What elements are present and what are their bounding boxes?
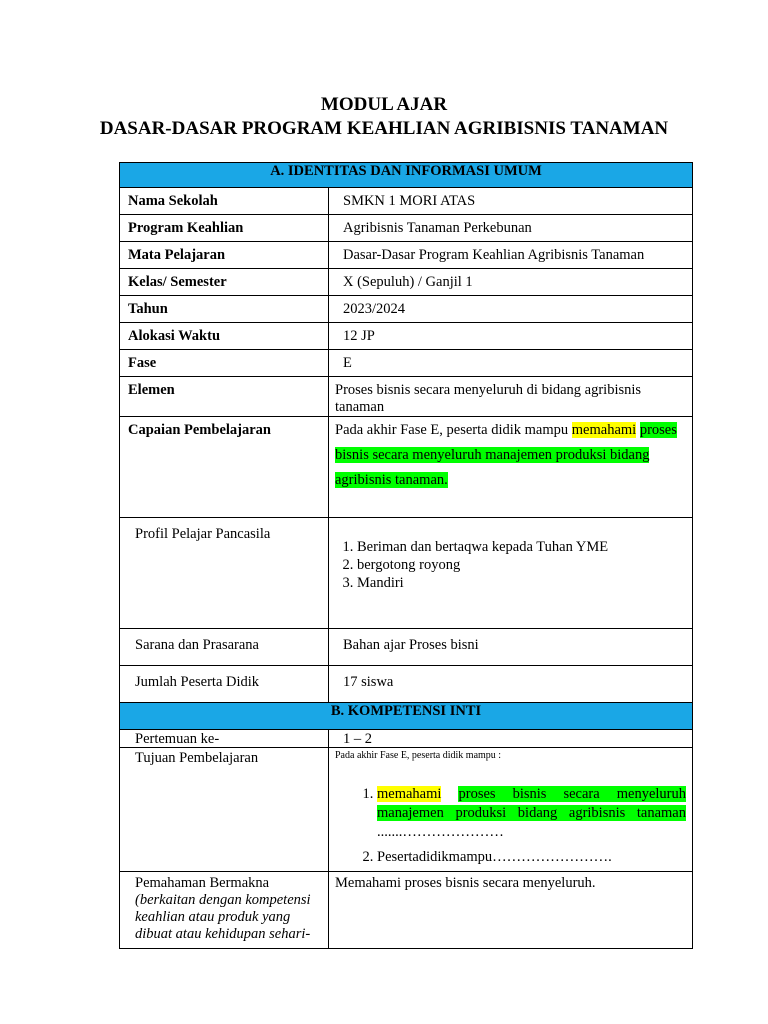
list-item: 2. bergotong royong bbox=[357, 556, 692, 574]
tujuan-cell bbox=[329, 748, 693, 872]
tujuan-highlight-yellow: memahami bbox=[377, 786, 442, 802]
row-value-sarana: Bahan ajar Proses bisni bbox=[329, 629, 693, 666]
tujuan-list bbox=[329, 785, 692, 867]
document-title: MODUL AJAR bbox=[320, 94, 448, 115]
list-item: 1. Beriman dan bertaqwa kepada Tuhan YME bbox=[357, 538, 692, 556]
capaian-highlight-yellow: memahami bbox=[571, 422, 637, 438]
table-row bbox=[120, 518, 693, 629]
table-row bbox=[120, 872, 693, 949]
row-label-pemahaman: Pemahaman Bermakna bbox=[135, 875, 270, 891]
section-a-header bbox=[120, 163, 693, 188]
row-value-jumlah: 17 siswa bbox=[329, 666, 693, 703]
capaian-highlight-green: proses bisnis secara menyeluruh manajemen produksi bidang agribisnis tanaman. bbox=[335, 422, 677, 488]
table-row bbox=[120, 730, 693, 748]
row-label-tujuan: Tujuan Pembelajaran bbox=[120, 748, 329, 872]
table-row bbox=[120, 377, 693, 417]
tujuan-intro: Pada akhir Fase E, peserta didik mampu : bbox=[335, 750, 502, 761]
table-row bbox=[120, 296, 693, 323]
row-value-program-keahlian: Agribisnis Tanaman Perkebunan bbox=[329, 215, 693, 242]
row-label-program-keahlian: Program Keahlian bbox=[120, 215, 329, 242]
row-value-tahun: 2023/2024 bbox=[329, 296, 693, 323]
table-row bbox=[120, 188, 693, 215]
row-label-tahun: Tahun bbox=[120, 296, 329, 323]
table-row bbox=[120, 215, 693, 242]
table-row bbox=[120, 417, 693, 518]
row-label-capaian: Capaian Pembelajaran bbox=[120, 417, 329, 518]
row-label-sarana: Sarana dan Prasarana bbox=[120, 629, 329, 666]
row-label-pertemuan: Pertemuan ke- bbox=[120, 730, 329, 748]
modul-table bbox=[119, 162, 693, 949]
tujuan-tail: .......………………… bbox=[377, 824, 504, 840]
row-label-profil: Profil Pelajar Pancasila bbox=[120, 518, 329, 629]
row-label-nama-sekolah: Nama Sekolah bbox=[120, 188, 329, 215]
row-value-mata-pelajaran: Dasar-Dasar Program Keahlian Agribisnis Tanaman bbox=[329, 242, 693, 269]
table-row bbox=[120, 748, 693, 872]
row-value-kelas-semester: X (Sepuluh) / Ganjil 1 bbox=[329, 269, 693, 296]
row-value-alokasi-waktu: 12 JP bbox=[329, 323, 693, 350]
profil-list bbox=[329, 538, 692, 592]
tujuan-highlight-green: proses bisnis secara menyeluruh manajemen produksi bidang agribisnis tanaman bbox=[377, 786, 687, 821]
list-item bbox=[377, 785, 692, 842]
table-row bbox=[120, 666, 693, 703]
table-row bbox=[120, 269, 693, 296]
row-label-elemen: Elemen bbox=[120, 377, 329, 417]
list-item: 2. Pesertadidikmampu……………………. bbox=[377, 848, 692, 867]
row-label-kelas-semester: Kelas/ Semester bbox=[120, 269, 329, 296]
table-row bbox=[120, 629, 693, 666]
list-item: 3. Mandiri bbox=[357, 574, 692, 592]
row-value-pemahaman: Memahami proses bisnis secara menyeluruh. bbox=[329, 872, 693, 949]
row-label-jumlah: Jumlah Peserta Didik bbox=[120, 666, 329, 703]
row-value-pertemuan: 1 – 2 bbox=[329, 730, 693, 748]
table-row bbox=[120, 323, 693, 350]
table-row bbox=[120, 242, 693, 269]
profil-list-cell bbox=[329, 518, 693, 629]
pemahaman-label-cell bbox=[120, 872, 329, 949]
row-label-alokasi-waktu: Alokasi Waktu bbox=[120, 323, 329, 350]
section-b-heading: B. KOMPETENSI INTI bbox=[120, 703, 693, 730]
table-row bbox=[120, 350, 693, 377]
row-label-pemahaman-note: (berkaitan dengan kompetensi keahlian atau produk yang dibuat atau kehidupan sehari- bbox=[135, 892, 311, 942]
row-label-mata-pelajaran: Mata Pelajaran bbox=[120, 242, 329, 269]
row-label-fase: Fase bbox=[120, 350, 329, 377]
document-subtitle: DASAR-DASAR PROGRAM KEAHLIAN AGRIBISNIS TANAMAN bbox=[99, 118, 669, 139]
section-b-header bbox=[120, 703, 693, 730]
row-value-nama-sekolah: SMKN 1 MORI ATAS bbox=[329, 188, 693, 215]
row-value-elemen: Proses bisnis secara menyeluruh di bidang agribisnis tanaman bbox=[329, 377, 693, 417]
section-a-heading: A. IDENTITAS DAN INFORMASI UMUM bbox=[120, 163, 693, 188]
capaian-plain: Pada akhir Fase E, peserta didik mampu bbox=[335, 422, 572, 438]
row-value-fase: E bbox=[329, 350, 693, 377]
capaian-text bbox=[329, 417, 693, 518]
